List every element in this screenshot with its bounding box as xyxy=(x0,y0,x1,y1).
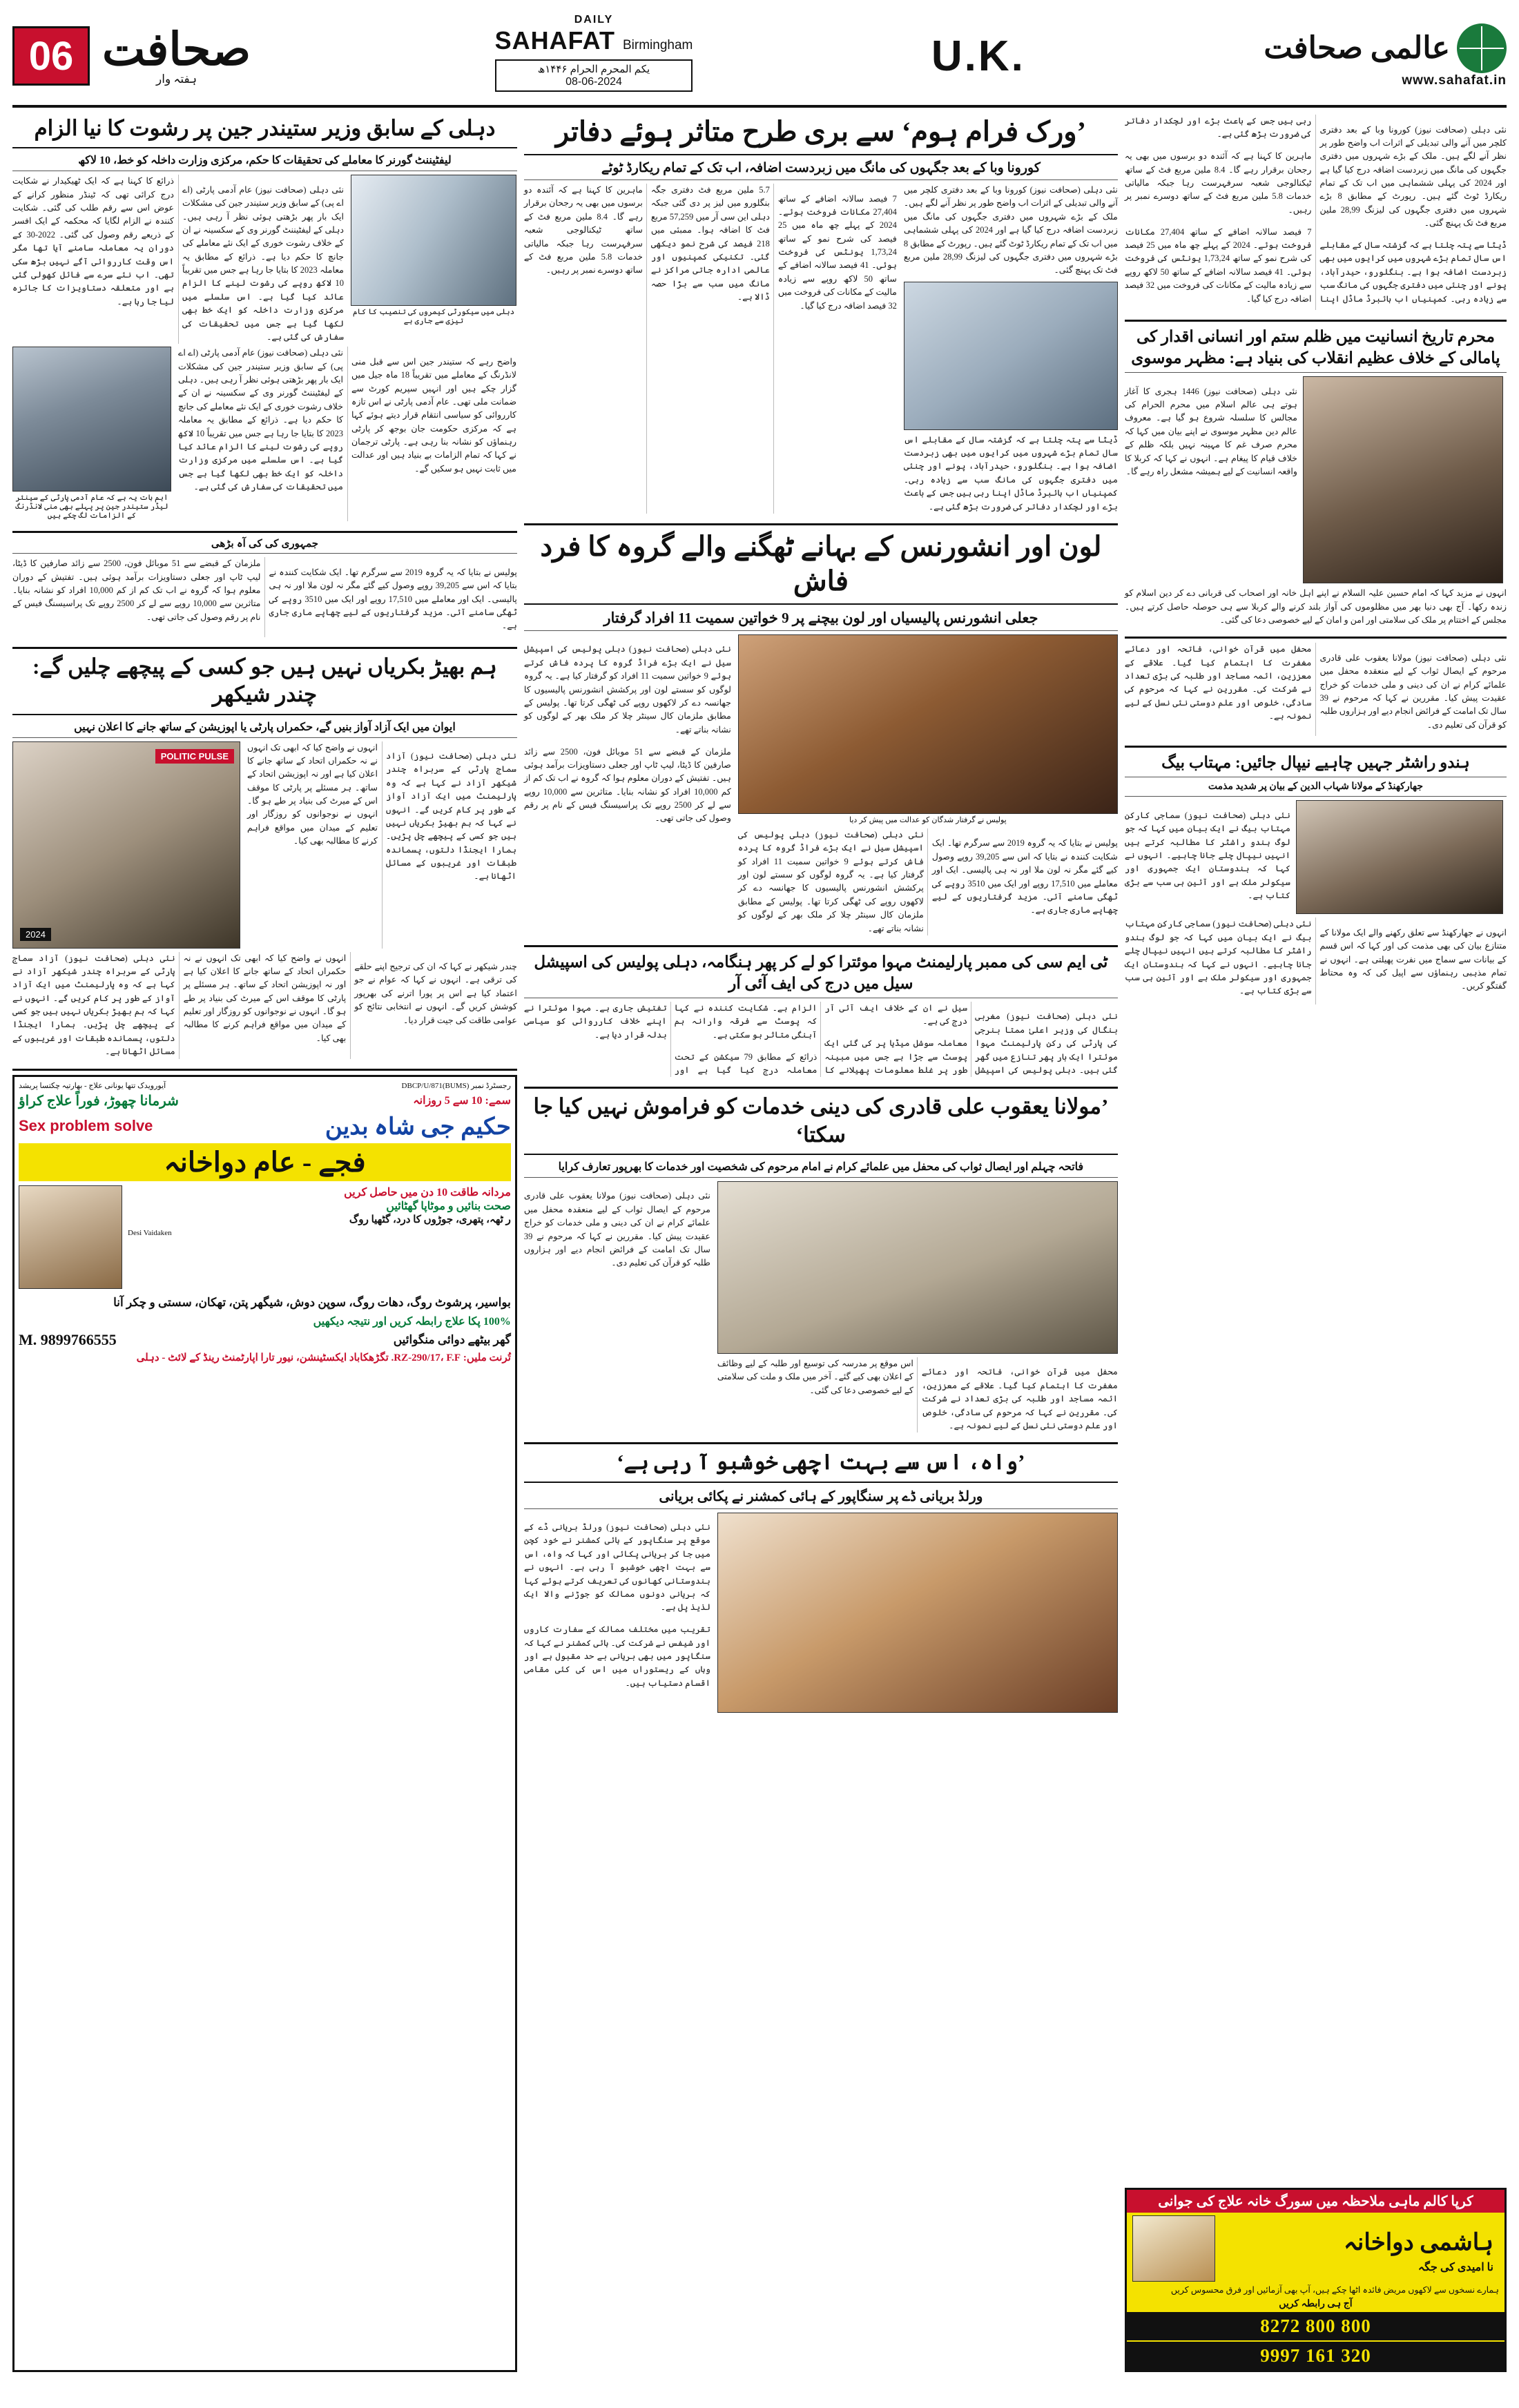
story-nepal-col1 xyxy=(1125,800,1290,914)
story-nepal-p1: نئی دہلی (صحافت نیوز) سماجی کارکن مہتاب بیگ نے ایک بیان میں کہا کہ جو لوگ ہندو راشٹر کا مطالبہ کرتے ہیں انہیں نیپال چلے جانا چاہیے۔ انہوں نے کہا کہ ہندوستان ایک جمہوری اور سیکولر ملک ہے اور آئین ہی سب سے بڑی کتاب ہے۔ xyxy=(1124,810,1290,901)
story-wfh-p2: ڈیٹا سے پتہ چلتا ہے کہ گزشتہ سال کے مقابلے اس سال تمام بڑے شہروں میں کرایوں میں بھی زبردست اضافہ ہوا ہے۔ بنگلورو، حیدرآباد، پونے اور چنئی میں دفتری جگہوں کی مانگ سب سے زیادہ رہی۔ کمپنیاں اب ہائبرڈ ماڈل اپنا رہی ہیں جس کے باعث بڑے اور لچکدار دفاتر کی ضرورت بڑھ گئی ہے۔ xyxy=(903,434,1118,512)
divider-2 xyxy=(12,647,517,649)
photo-jain-caption: اہم بات یہ ہے کہ عام آدمی پارٹی کے سینئر لیڈر ستیندر جین پر پہلے بھی منی لانڈرنگ کے الزامات لگ چکے ہیں xyxy=(15,494,168,521)
ad-hakim-phone[interactable]: M. 9899766555 xyxy=(19,1330,117,1348)
story-nepal-subhead: جھارکھنڈ کے مولانا شہاب الدین کے بیان پر شدید مذمت xyxy=(1208,781,1423,793)
hijri-date: یکم المحرم الحرام ۱۴۴۶ھ xyxy=(537,64,650,75)
ad-hashmi-body: ہمارے نسخوں سے لاکھوں مریض فائدہ اٹھا چکے ہیں، آپ بھی آزمائیں اور فرق محسوس کریں xyxy=(1170,2285,1499,2295)
story-ftir xyxy=(524,951,1118,1077)
ad-hashmi-cta: آج ہی رابطہ کریں xyxy=(1279,2299,1353,2309)
story-delhi-body2 xyxy=(178,347,516,521)
ad-hakim-guarantee: 100% پکا علاج رابطہ کریں اور نتیجہ دیکھیں xyxy=(313,1315,511,1328)
globe-icon xyxy=(1457,23,1507,73)
ad-hakim-point3: ر ٹھہ، پتھری، جوڑوں کا درد، گٹھیا روگ xyxy=(349,1214,511,1225)
ad-hakim-reg: رجسٹرڈ نمبر (BUMS)DBCP/U/871 xyxy=(401,1081,511,1090)
ad-hashmi-image xyxy=(1132,2215,1215,2282)
divider-9 xyxy=(1125,637,1507,639)
story-loan-p3d: پولیس نے بتایا کہ یہ گروہ 2019 سے سرگرم تھا۔ ایک شکایت کنندہ نے بتایا کہ اس سے 39,205 روپے وصول کیے گئے مگر نہ لون ملا اور نہ ہی پالیسی۔ ایک اور معاملے میں 17,510 روپے اور ایک میں 3510 روپے کی ٹھگی سامنے آئی۔ مزید گرفتاریوں کے لیے چھاپے ماری جاری ہے۔ xyxy=(931,838,1118,915)
ad-hakim-home: گھر بیٹھے دوائی منگوائیں xyxy=(393,1333,511,1347)
masthead-right xyxy=(1264,11,1507,101)
ad-hakim-point1: مردانہ طاقت 10 دن میں حاصل کریں xyxy=(344,1186,511,1198)
divider-5 xyxy=(524,945,1118,947)
story-politics-body2 xyxy=(12,952,517,1059)
masthead-center xyxy=(495,11,693,101)
ad-hakim-address: تُرنت ملیں: RZ-290/17، F.F. تگڑھکاباد ایکسٹینشن، نیور تارا اپارٹمنٹ رینڈ کے لائٹ - دہلی xyxy=(136,1352,511,1363)
divider-10 xyxy=(1125,746,1507,748)
story-delhi xyxy=(12,115,517,521)
story-loan-p1: نئی دہلی (صحافت نیوز) دہلی پولیس کی اسپیشل سیل نے ایک بڑے فراڈ گروہ کا پردہ فاش کرتے ہوئے 9 خواتین سمیت 11 افراد کو گرفتار کیا ہے۔ یہ گروہ لوگوں کو سستے لون اور پرکشش انشورنس پالیسیوں کا جھانسہ دے کر لاکھوں روپے کی ٹھگی کرتا تھا۔ پولیس کے مطابق ملزمان کال سینٹر چلا کر ملک بھر کے لوگوں کو نشانہ بناتے تھے۔ xyxy=(523,644,731,735)
story-delhi-subhead: لیفٹیننٹ گورنر کا معاملے کی تحقیقات کا حکم، مرکزی وزارت داخلہ کو خط، 10 لاکھ xyxy=(78,155,452,167)
sahafat-logo-urdu xyxy=(97,24,256,86)
story-politics-p3c: نئی دہلی (صحافت نیوز) آزاد سماج پارٹی کے سربراہ چندر شیکھر آزاد نے کہا ہے کہ وہ پارلیمنٹ میں ایک آزاد آواز کے طور پر کام کریں گے۔ انہوں نے کہا کہ ہم بھیڑ بکریاں نہیں ہیں جو کسی کے پیچھے چل پڑیں۔ ہمارا ایجنڈا دلتوں، پسماندہ طبقات اور غریبوں کے مسائل اٹھانا ہے۔ xyxy=(12,953,175,1057)
ad-hashmi-phone-1[interactable]: 8272 800 800 xyxy=(1127,2312,1505,2340)
story-qadri-sp1: نئی دہلی (صحافت نیوز) مولانا یعقوب علی قادری مرحوم کے ایصال ثواب کے لیے منعقدہ محفل میں علمائے کرام نے ان کی دینی و ملی خدمات کو خراج عقیدت پیش کیا۔ مقررین نے کہا کہ مرحوم نے 39 سال تک امامت کے فرائض انجام دیے اور ہزاروں طلبہ کو قرآن کی تعلیم دی۔ xyxy=(1319,652,1507,730)
alami-sahafat-urdu: عالمی صحافت xyxy=(1264,31,1450,65)
story-nepal-p2b: نئی دہلی (صحافت نیوز) سماجی کارکن مہتاب بیگ نے ایک بیان میں کہا کہ جو لوگ ہندو راشٹر کا مطالبہ کرتے ہیں انہیں نیپال چلے جانا چاہیے۔ انہوں نے کہا کہ ہندوستان ایک جمہوری اور سیکولر ملک ہے اور آئین ہی سب سے بڑی کتاب ہے۔ xyxy=(1124,919,1312,996)
story-loan-under xyxy=(738,828,1118,935)
ad-hashmi-phone-2[interactable]: 9997 161 320 xyxy=(1127,2342,1505,2370)
paper-city: Birmingham xyxy=(622,38,693,52)
ad-hakim-brand: فجے - عام دواخانہ xyxy=(19,1143,511,1181)
photo-loan-caption: پولیس نے گرفتار شدگان کو عدالت میں پیش کر دیا xyxy=(849,815,1007,824)
story-wfh-p1: نئی دہلی (صحافت نیوز) کورونا وبا کے بعد دفتری کلچر میں آنے والی تبدیلی کے اثرات اب واضح طور پر نظر آنے لگے ہیں۔ ملک کے بڑے شہروں میں دفتری جگہوں کی مانگ میں زبردست اضافہ درج کیا گیا ہے اور 2024 کی پہلی ششماہی میں اب تک کے تمام ریکارڈ ٹوٹ گئے ہیں۔ رپورٹ کے مطابق 8 بڑے شہروں میں دفتری جگہوں کی لیزنگ 28,99 ملین مربع فٹ تک پہنچ گئی۔ xyxy=(903,185,1118,275)
story-wfh-p4: 5.7 ملین مربع فٹ دفتری جگہ بنگلورو میں لیز پر دی گئی جبکہ دہلی این سی آر میں 57,259 مربع فٹ کا اضافہ ہوا۔ ممبئی میں 218 فیصد کی شرح نمو دیکھی گئی۔ تکنیکی کمپنیوں اور عالمی ادارہ جاتی مراکز نے مانگ میں سب سے بڑا حصہ ڈالا ہے۔ xyxy=(650,185,770,302)
story-biryani xyxy=(524,1448,1118,2367)
story-biryani-subhead: ورلڈ بریانی ڈے پر سنگاپور کے ہائی کمشنر نے پکائی بریانی xyxy=(659,1488,983,1504)
story-qadri-p1: نئی دہلی (صحافت نیوز) مولانا یعقوب علی قادری مرحوم کے ایصال ثواب کے لیے منعقدہ محفل میں علمائے کرام نے ان کی دینی و ملی خدمات کو خراج عقیدت پیش کیا۔ مقررین نے کہا کہ مرحوم نے 39 سال تک امامت کے فرائض انجام دیے اور ہزاروں طلبہ کو قرآن کی تعلیم دی۔ xyxy=(523,1191,710,1268)
divider-6 xyxy=(524,1087,1118,1089)
story-qadri-spill xyxy=(1125,643,1507,736)
photo-mazhar-mousavi xyxy=(1303,376,1503,583)
story-loan-left xyxy=(12,537,517,637)
ad-hakim-name: حکیم جی شاہ بدین xyxy=(325,1114,511,1140)
website-url[interactable]: www.sahafat.in xyxy=(1402,73,1507,88)
story-qadri-sp2: محفل میں قرآن خوانی، فاتحہ اور دعائے مغفرت کا اہتمام کیا گیا۔ علاقے کے معززین، ائمہ مساجد اور طلبہ کی بڑی تعداد نے شرکت کی۔ مقررین نے کہا کہ مرحوم کی سادگی، خلوص اور علم دوستی نئی نسل کے لیے نمونہ ہے۔ xyxy=(1124,644,1312,721)
column-center xyxy=(524,115,1118,2372)
story-muharram-p1: نئی دہلی (صحافت نیوز) 1446 ہجری کا آغاز ہوتے ہی عالم اسلام میں محرم الحرام کی مجالس کا سلسلہ شروع ہو گیا ہے۔ معروف عالم دین مظہر موسوی نے اپنے بیان میں کہا کہ محرم صرف غم کا مہینہ نہیں بلکہ ظلم کے خلاف قیام کا پیغام ہے۔ انہوں نے کہا کہ کربلا کا واقعہ انسانیت کے لیے ہمیشہ مشعل راہ رہے گا۔ xyxy=(1124,386,1297,476)
story-politics-p3: چندر شیکھر نے کہا کہ ان کی ترجیح اپنے حلقے کی ترقی ہے۔ انہوں نے کہا کہ عوام نے جو اعتماد کیا ہے اس پر پورا اترنے کی بھرپور کوشش کریں گے۔ انہوں نے انتخابی نتائج کو عوامی طاقت کی جیت قرار دیا۔ xyxy=(354,962,517,1025)
story-delhi-body-wrap xyxy=(12,175,344,344)
story-politics-p1: نئی دہلی (صحافت نیوز) آزاد سماج پارٹی کے سربراہ چندر شیکھر آزاد نے کہا ہے کہ وہ پارلیمنٹ میں ایک آزاد آواز کے طور پر کام کریں گے۔ انہوں نے کہا کہ ہم بھیڑ بکریاں نہیں ہیں جو کسی کے پیچھے چل پڑیں۔ ہمارا ایجنڈا دلتوں، پسماندہ طبقات اور غریبوں کے مسائل اٹھانا ہے۔ xyxy=(386,751,516,882)
ad-hakim-figure-image xyxy=(19,1185,122,1289)
ad-hakim-list: بواسیر، پرشوٹ روگ، دھات روگ، سوپن دوش، شیگھر پتن، تھکان، سستی و چکر آنا xyxy=(113,1295,511,1309)
story-politics xyxy=(12,653,517,1059)
logo-urdu-sub: ہفتہ وار xyxy=(156,72,197,86)
ad-hashmi[interactable] xyxy=(1125,2188,1507,2372)
page-content xyxy=(12,115,1507,2372)
story-delhi-p2: ذرائع کا کہنا ہے کہ ایک ٹھیکیدار نے شکایت درج کرائی تھی کہ ٹینڈر منظور کرانے کے عوض اس سے رقم طلب کی گئی۔ شکایت کنندہ نے الزام لگایا کہ محکمہ کے ایک افسر کے ذریعے رقم وصول کی گئی۔ 2022-30 کے دوران یہ معاملہ سامنے آیا تھا مگر اس وقت کارروائی آگے نہیں بڑھ سکی تھی۔ اب نئے سرے سے فائل کھولی گئی ہے اور متعلقہ دستاویزات کا جائزہ لیا جا رہا ہے۔ xyxy=(12,176,174,307)
story-loan-p1b: نئی دہلی (صحافت نیوز) دہلی پولیس کی اسپیشل سیل نے ایک بڑے فراڈ گروہ کا پردہ فاش کرتے ہوئے 9 خواتین سمیت 11 افراد کو گرفتار کیا ہے۔ یہ گروہ لوگوں کو سستے لون اور پرکشش انشورنس پالیسیوں کا جھانسہ دے کر لاکھوں روپے کی ٹھگی کرتا تھا۔ پولیس کے مطابق ملزمان کال سینٹر چلا کر ملک بھر کے لوگوں کو نشانہ بناتے تھے۔ xyxy=(737,829,924,933)
story-wfh-body-left xyxy=(524,184,897,514)
story-loan-p3: پولیس نے بتایا کہ یہ گروہ 2019 سے سرگرم تھا۔ ایک شکایت کنندہ نے بتایا کہ اس سے 39,205 روپے وصول کیے گئے مگر نہ لون ملا اور نہ ہی پالیسی۔ ایک اور معاملے میں 17,510 روپے اور ایک میں 3510 روپے کی ٹھگی سامنے آئی۔ مزید گرفتاریوں کے لیے چھاپے ماری جاری ہے۔ xyxy=(269,567,517,631)
story-loan-subhead: جعلی انشورنس پالیسیاں اور لون بیچنے پر 9 خواتین سمیت 11 افراد گرفتار xyxy=(603,609,1038,626)
story-loan-kicker: جمہوری کی کی آہ بڑھی xyxy=(211,538,319,550)
story-loan-left-body xyxy=(12,557,517,637)
story-biryani-p2: تقریب میں مختلف ممالک کے سفارت کاروں اور شیفس نے شرکت کی۔ ہائی کمشنر نے کہا کہ سنگاپور میں بھی بریانی بے حد مقبول ہے اور وہاں کے ریستوراں میں اس کی کئی مقامی اقسام دستیاب ہیں۔ xyxy=(523,1624,710,1688)
story-biryani-col1 xyxy=(524,1513,710,1713)
divider-3 xyxy=(12,1069,517,1071)
story-qadri-p3: اس موقع پر مدرسہ کی توسیع اور طلبہ کے لیے وظائف کے اعلان بھی کیے گئے۔ آخر میں ملک و ملت کی سلامتی کے لیے خصوصی دعا کی گئی۔ xyxy=(717,1358,913,1395)
ad-hakim-point2: صحت بنائیں و موٹاپا گھٹائیں xyxy=(386,1200,511,1212)
story-politics-body xyxy=(247,741,516,949)
story-biryani-headline: ’واہ، اس سے بہت اچھی خوشبو آ رہی ہے‘ xyxy=(617,1450,1025,1475)
ad-hashmi-header: کرپا کالم ماہی ملاحظہ میں سورگ خانہ علاج کی جوانی xyxy=(1127,2190,1505,2213)
paper-title-text: SAHAFAT xyxy=(494,26,615,55)
story-wfh-sp1: نئی دہلی (صحافت نیوز) کورونا وبا کے بعد دفتری کلچر میں آنے والی تبدیلی کے اثرات اب واضح طور پر نظر آنے لگے ہیں۔ ملک کے بڑے شہروں میں دفتری جگہوں کی مانگ میں زبردست اضافہ درج کیا گیا ہے اور 2024 کی پہلی ششماہی میں اب تک کے تمام ریکارڈ ٹوٹ گئے ہیں۔ رپورٹ کے مطابق 8 بڑے شہروں میں دفتری جگہوں کی لیزنگ 28,99 ملین مربع فٹ تک پہنچ گئی۔ xyxy=(1319,124,1507,229)
divider-7 xyxy=(524,1442,1118,1444)
story-loan xyxy=(524,530,1118,935)
logo-urdu-text: صحافت xyxy=(102,24,251,75)
story-wfh-subhead: کورونا وبا کے بعد جگہوں کی مانگ میں زبردست اضافہ، اب تک کے تمام ریکارڈ ٹوٹے xyxy=(601,161,1041,175)
story-wfh-p5: ماہرین کا کہنا ہے کہ آئندہ دو برسوں میں بھی یہ رجحان برقرار رہے گا۔ 8.4 ملین مربع فٹ کے ساتھ ٹیکنالوجی شعبہ سرفہرست رہا جبکہ مالیاتی خدمات 5.8 ملین مربع فٹ کے ساتھ دوسرے نمبر پر رہیں۔ xyxy=(523,185,643,275)
photo-loan-arrest xyxy=(738,634,1118,814)
story-nepal-body2 xyxy=(1125,917,1507,1004)
story-qadri xyxy=(524,1093,1118,1433)
gregorian-date: 08-06-2024 xyxy=(565,76,622,88)
story-muharram-p2: انہوں نے مزید کہا کہ امام حسین علیہ السلام نے اپنے اہل خانہ اور اصحاب کی قربانی دے کر دین اسلام کو زندہ رکھا۔ آج بھی دنیا بھر میں مظلوموں کی آواز بلند کرنے والے کربلا سے ہی حوصلہ حاصل کرتے ہیں۔ مجلس کے اختتام پر ملک کی سلامتی اور امن و امان کے لیے خصوصی دعا کی گئی۔ xyxy=(1124,588,1507,625)
story-delhi-headline: دہلی کے سابق وزیر ستیندر جین پر رشوت کا نیا الزام xyxy=(34,116,496,140)
story-ftir-body xyxy=(524,1002,1118,1077)
photo-mehtab-beg xyxy=(1296,800,1503,914)
ad-hakim-english: Sex problem solve xyxy=(19,1117,153,1135)
divider-4 xyxy=(524,523,1118,525)
story-wfh xyxy=(524,115,1118,514)
section-label: U.K. xyxy=(931,32,1025,80)
column-right xyxy=(1125,115,1507,2372)
story-delhi-p3: واضح رہے کہ ستیندر جین اس سے قبل منی لانڈرنگ کے معاملے میں تقریباً 18 ماہ جیل میں گزار چکے ہیں اور انہیں سپریم کورٹ سے ضمانت ملی تھی۔ عام آدمی پارٹی نے اس تازہ کارروائی کو سیاسی انتقام قرار دیتے ہوئے کہا ہے کہ مرکزی حکومت جان بوجھ کر پارٹی رہنماؤں کو نشانہ بنا رہی ہے۔ پارٹی ترجمان نے کہا کہ تمام الزامات بے بنیاد ہیں اور عدالت میں ثابت نہیں ہو سکیں گے۔ xyxy=(351,356,516,474)
story-delhi-p1: نئی دہلی (صحافت نیوز) عام آدمی پارٹی (اے اے پی) کے سابق وزیر ستیندر جین کی مشکلات ایک بار پھر بڑھتی ہوئی نظر آ رہی ہیں۔ دہلی کے لیفٹیننٹ گورنر وی کے سکسینہ نے ان کے خلاف رشوت خوری کے ایک نئے معاملے کی جانچ کا حکم دیا ہے۔ ذرائع کے مطابق یہ معاملہ 2023 کا بتایا جا رہا ہے جس میں تقریباً 10 لاکھ روپے کی رشوت لینے کا الزام عائد کیا گیا ہے۔ اس سلسلے میں مرکزی وزارت داخلہ کو ایک خط بھی لکھا گیا ہے جس میں تحقیقات کی سفارش کی گئی ہے۔ xyxy=(182,184,344,342)
page-number: 06 xyxy=(12,26,90,86)
story-biryani-p1: نئی دہلی (صحافت نیوز) ورلڈ بریانی ڈے کے موقع پر سنگاپور کے ہائی کمشنر نے خود کچن میں جا کر بریانی پکائی اور کہا کہ واہ، اس سے بہت اچھی خوشبو آ رہی ہے۔ انہوں نے ہندوستانی کھانوں کی تعریف کرتے ہوئے کہا کہ بریانی دونوں ممالک کو جوڑنے والا ایک لذیذ پل ہے۔ xyxy=(523,1522,710,1613)
politic-pulse-badge: POLITIC PULSE xyxy=(155,749,234,764)
story-muharram xyxy=(1125,326,1507,627)
story-wfh-sp2: ڈیٹا سے پتہ چلتا ہے کہ گزشتہ سال کے مقابلے اس سال تمام بڑے شہروں میں کرایوں میں بھی زبردست اضافہ ہوا ہے۔ بنگلورو، حیدرآباد، پونے اور چنئی میں دفتری جگہوں کی مانگ سب سے زیادہ رہی۔ کمپنیاں اب ہائبرڈ ماڈل اپنا رہی ہیں جس کے باعث بڑے اور لچکدار دفاتر کی ضرورت بڑھ گئی ہے۔ xyxy=(1124,116,1507,304)
photo-chandrashekhar xyxy=(12,741,240,949)
story-wfh-spill-body xyxy=(1125,115,1507,310)
story-nepal-headline: ہندو راشٹر جہیں چاہیے نیپال جائیں: مہتاب بیگ xyxy=(1161,754,1470,772)
daily-label: DAILY xyxy=(574,14,614,26)
story-qadri-p2: محفل میں قرآن خوانی، فاتحہ اور دعائے مغفرت کا اہتمام کیا گیا۔ علاقے کے معززین، ائمہ مساجد اور طلبہ کی بڑی تعداد نے شرکت کی۔ مقررین نے کہا کہ مرحوم کی سادگی، خلوص اور علم دوستی نئی نسل کے لیے نمونہ ہے۔ xyxy=(921,1367,1118,1430)
paper-title xyxy=(495,26,693,55)
story-ftir-p2: معاملہ سوشل میڈیا پر کی گئی ایک پوسٹ سے جڑا ہے جس میں مبینہ طور پر غلط معلومات پھیلانے کا الزام ہے۔ شکایت کنندہ نے کہا کہ پوسٹ سے فرقہ وارانہ ہم آہنگی متاثر ہو سکتی ہے۔ xyxy=(674,1002,968,1075)
divider-8 xyxy=(1125,320,1507,322)
photo-biryani xyxy=(717,1513,1118,1713)
story-muharram-col1 xyxy=(1125,376,1297,583)
photo-cctv-caption: دہلی میں سیکورٹی کیمروں کی تنصیب کا کام تیزی سے جاری ہے xyxy=(352,308,515,326)
story-nepal xyxy=(1125,752,1507,1004)
ad-hakim-line1: آیورویدک تتھا یونانی علاج - بھارتیہ چکتسا پریشد xyxy=(19,1081,166,1090)
masthead-right-top xyxy=(1264,23,1507,73)
story-qadri-headline: ’مولانا یعقوب علی قادری کی دینی خدمات کو فراموش نہیں کیا جا سکتا‘ xyxy=(533,1094,1109,1147)
story-wfh-p3: 7 فیصد سالانہ اضافے کے ساتھ 27,404 مکانات فروخت ہوئے۔ 2024 کے پہلے چھ ماہ میں 25 فیصد کی شرح نمو کے ساتھ 1,73,24 یونٹس کی فروخت ہوئی۔ 41 فیصد سالانہ اضافے کے ساتھ 50 لاکھ روپے سے زیادہ مالیت کے مکانات کی فروخت میں 32 فیصد اضافہ درج کیا گیا۔ xyxy=(777,193,897,311)
story-wfh-sp3: ماہرین کا کہنا ہے کہ آئندہ دو برسوں میں بھی یہ رجحان برقرار رہے گا۔ 8.4 ملین مربع فٹ کے ساتھ ٹیکنالوجی شعبہ سرفہرست رہا جبکہ مالیاتی خدمات 5.8 ملین مربع فٹ کے ساتھ دوسرے نمبر پر رہیں۔ xyxy=(1124,151,1312,215)
story-politics-headline: ہم بھیڑ بکریاں نہیں ہیں جو کسی کے پیچھے چلیں گے: چندر شیکھر xyxy=(32,654,497,707)
photo-cctv xyxy=(351,175,516,306)
story-qadri-subhead: فاتحہ چہلم اور ایصال ثواب کی محفل میں علمائے کرام نے امام مرحوم کی شخصیت اور خدمات کا بھرپور تعارف کرایا xyxy=(558,1161,1084,1173)
story-loan-p2b: ملزمان کے قبضے سے 51 موبائل فون، 2500 سے زائد صارفین کا ڈیٹا، لیپ ٹاپ اور جعلی دستاویزات برآمد ہوئی ہیں۔ تفتیش کے دوران معلوم ہوا کہ گروہ نے اب تک کم از کم 10,000 افراد کو نشانہ بنایا۔ متاثرین سے 10,000 روپے سے لے کر 2500 روپے تک پراسیسنگ فیس کے نام پر رقم وصول کی جاتی تھی۔ xyxy=(523,746,731,824)
story-ftir-p3: ذرائع کے مطابق 79 سیکشن کے تحت معاملہ درج کیا گیا ہے اور تفتیش جاری ہے۔ مہوا موئترا نے اپنے خلاف کارروائی کو سیاسی بدلہ قرار دیا ہے۔ xyxy=(523,1002,817,1075)
story-ftir-headline: ٹی ایم سی کی ممبر پارلیمنٹ مہوا موئترا کو لے کر پھر ہنگامہ، دہلی پولیس کی اسپیشل سیل میں درج کی ایف آئی آر xyxy=(534,953,1108,992)
ad-hakim-vaidak: Desi Vaidaken xyxy=(128,1228,172,1237)
story-loan-p2: ملزمان کے قبضے سے 51 موبائل فون، 2500 سے زائد صارفین کا ڈیٹا، لیپ ٹاپ اور جعلی دستاویزات برآمد ہوئی ہیں۔ تفتیش کے دوران معلوم ہوا کہ گروہ نے اب تک کم از کم 10,000 افراد کو نشانہ بنایا۔ متاثرین سے 10,000 روپے سے لے کر 2500 روپے تک پراسیسنگ فیس کے نام پر رقم وصول کی جاتی تھی۔ xyxy=(12,559,261,622)
divider-1 xyxy=(12,531,517,533)
ad-hashmi-sub: نا امیدی کی جگہ xyxy=(1418,2261,1493,2273)
ad-hakim[interactable] xyxy=(12,1075,517,2372)
politics-year-badge: 2024 xyxy=(20,928,51,941)
story-nepal-p2: انہوں نے جھارکھنڈ سے تعلق رکھنے والے ایک مولانا کے متنازع بیان کی بھی مذمت کی اور کہا کہ اس قسم کے بیانات سے سماج میں نفرت پھیلتی ہے۔ انہوں نے تمام مذہبی رہنماؤں سے اپیل کی کہ وہ محتاط گفتگو کریں۔ xyxy=(1319,927,1507,991)
story-wfh-headline: ’ورک فرام ہوم‘ سے بری طرح متاثر ہوئے دفاتر xyxy=(555,116,1086,147)
story-qadri-col2 xyxy=(717,1357,1118,1433)
story-politics-p2: انہوں نے واضح کیا کہ ابھی تک انہوں نے نہ حکمراں اتحاد کے ساتھ جانے کا اعلان کیا ہے اور نہ اپوزیشن اتحاد کے ساتھ۔ ہر مسئلے پر پارٹی کا موقف اس کے میرٹ کی بنیاد پر طے ہو گا۔ انہوں نے نوجوانوں کو روزگار اور تعلیم کے میدان میں مواقع فراہم کرنے کا مطالبہ بھی کیا۔ xyxy=(247,742,378,846)
photo-office xyxy=(904,282,1118,430)
story-ftir-p1: نئی دہلی (صحافت نیوز) مغربی بنگال کی وزیر اعلیٰ ممتا بنرجی کی پارٹی کی رکن پارلیمنٹ مہوا موئترا ایک بار پھر تنازع میں گھر گئی ہیں۔ دہلی پولیس کی اسپیشل سیل نے ان کے خلاف ایف آئی آر درج کی ہے۔ xyxy=(824,1002,1118,1075)
column-left xyxy=(12,115,517,2372)
photo-majlis xyxy=(717,1181,1118,1354)
story-wfh-sp4: 7 فیصد سالانہ اضافے کے ساتھ 27,404 مکانات فروخت ہوئے۔ 2024 کے پہلے چھ ماہ میں 25 فیصد کی شرح نمو کے ساتھ 1,73,24 یونٹس کی فروخت ہوئی۔ 41 فیصد سالانہ اضافے کے ساتھ 50 لاکھ روپے سے زیادہ مالیت کے مکانات کی فروخت میں 32 فیصد اضافہ درج کیا گیا۔ xyxy=(1124,226,1312,304)
story-qadri-spill-body xyxy=(1125,643,1507,736)
masthead-left xyxy=(12,11,256,101)
photo-jain xyxy=(12,347,171,492)
story-loan-headline: لون اور انشورنس کے بہانے ٹھگنے والے گروہ کا فرد فاش xyxy=(540,530,1102,596)
ad-hakim-line2: شرمانا چھوڑ، فوراً علاج کراؤ xyxy=(19,1093,179,1109)
story-qadri-col1 xyxy=(524,1181,710,1433)
masthead xyxy=(12,11,1507,108)
story-politics-subhead: ایوان میں ایک آزاد آواز بنیں گے، حکمراں پارٹی یا اپوزیشن کے ساتھ جانے کا اعلان نہیں xyxy=(74,721,456,733)
story-delhi-p3b: نئی دہلی (صحافت نیوز) عام آدمی پارٹی (اے اے پی) کے سابق وزیر ستیندر جین کی مشکلات ایک بار پھر بڑھتی ہوئی نظر آ رہی ہیں۔ دہلی کے لیفٹیننٹ گورنر وی کے سکسینہ نے ان کے خلاف رشوت خوری کے ایک نئے معاملے کی جانچ کا حکم دیا ہے۔ ذرائع کے مطابق یہ معاملہ 2023 کا بتایا جا رہا ہے جس میں تقریباً 10 لاکھ روپے کی رشوت لینے کا الزام عائد کیا گیا ہے۔ اس سلسلے میں مرکزی وزارت داخلہ کو ایک خط بھی لکھا گیا ہے جس میں تحقیقات کی سفارش کی گئی ہے۔ xyxy=(178,348,343,492)
story-wfh-spill xyxy=(1125,115,1507,310)
ad-hashmi-name: ہاشمی دواخانہ xyxy=(1343,2229,1493,2255)
story-muharram-headline: محرم تاریخ انسانیت میں ظلم ستم اور انسانی اقدار کی پامالی کے خلاف عظیم انقلاب کی بنیاد ہے: مظہر موسوی xyxy=(1131,328,1500,367)
story-politics-p3b: انہوں نے واضح کیا کہ ابھی تک انہوں نے نہ حکمراں اتحاد کے ساتھ جانے کا اعلان کیا ہے اور نہ اپوزیشن اتحاد کے ساتھ۔ ہر مسئلے پر پارٹی کا موقف اس کے میرٹ کی بنیاد پر طے ہو گا۔ انہوں نے نوجوانوں کو روزگار اور تعلیم کے میدان میں مواقع فراہم کرنے کا مطالبہ بھی کیا۔ xyxy=(183,953,347,1043)
story-loan-col-right xyxy=(524,634,731,935)
ad-hakim-time: سمے: 10 سے 5 روزانہ xyxy=(413,1095,511,1107)
date-box xyxy=(495,59,693,92)
